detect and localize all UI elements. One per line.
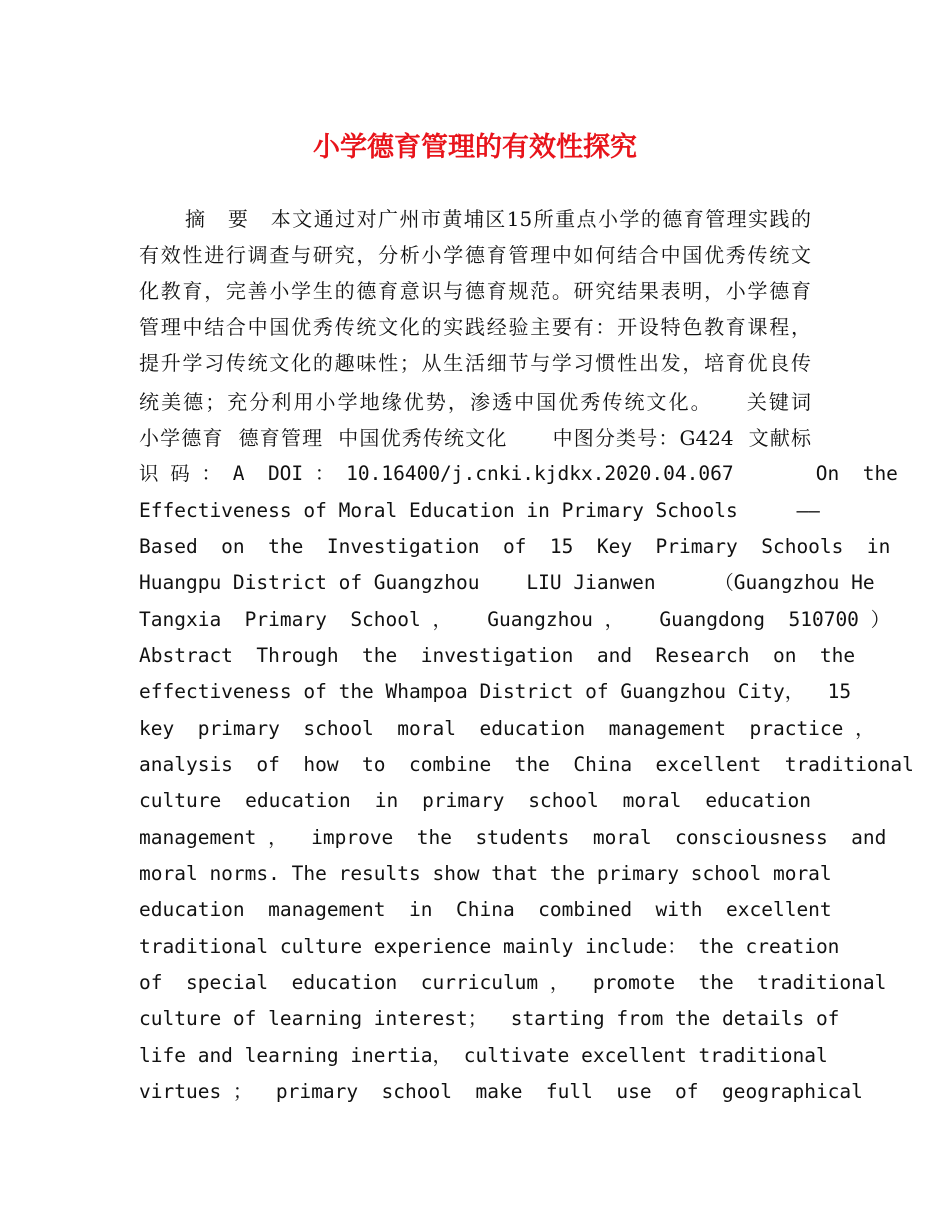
abstract-en-line: effectiveness of the Whampoa District of Guangzhou City， 15 [139, 680, 852, 703]
abstract-cn-line: 摘 要 本文通过对广州市黄埔区15所重点小学的德育管理实践的 [185, 207, 811, 231]
abstract-cn-line: 化教育，完善小学生的德育意识与德育规范。研究结果表明，小学德育 [139, 279, 811, 303]
affiliation-line: Tangxia Primary School ， Guangzhou ， Guangdong 510700 ） [139, 608, 891, 631]
english-title-line: Based on the Investigation of 15 Key Primary Schools in [139, 535, 891, 558]
abstract-en-line: traditional culture experience mainly include： the creation [139, 935, 840, 958]
abstract-cn-line: 有效性进行调查与研究，分析小学德育管理中如何结合中国优秀传统文 [139, 243, 811, 267]
abstract-en-line: culture education in primary school moral education [139, 789, 811, 812]
abstract-cn-line: 管理中结合中国优秀传统文化的实践经验主要有：开设特色教育课程， [139, 315, 811, 339]
abstract-en-line: culture of learning interest； starting from the details of [139, 1007, 840, 1030]
abstract-en-line: moral norms. The results show that the primary school moral [139, 862, 832, 885]
keywords-line: 小学德育 德育管理 中国优秀传统文化 中图分类号：G424 文献标 [139, 426, 811, 450]
abstract-cn-line: 统美德；充分利用小学地缘优势，渗透中国优秀传统文化。 关键词 [139, 390, 811, 414]
abstract-en-line: key primary school moral education management practice ， [139, 717, 875, 740]
abstract-en-line: life and learning inertia， cultivate excellent traditional [139, 1044, 828, 1067]
abstract-en-line: analysis of how to combine the China excellent traditional [139, 753, 914, 776]
english-title-line: Effectiveness of Moral Education in Primary Schools —— [139, 499, 820, 522]
abstract-en-line: management ， improve the students moral consciousness and [139, 826, 887, 849]
abstract-en-line: education management in China combined with excellent [139, 898, 832, 921]
abstract-en-line: of special education curriculum ， promote the traditional [139, 971, 887, 994]
doi-line: 识 码 ： A DOI ： 10.16400/j.cnki.kjdkx.2020.04.067 On the [139, 462, 898, 485]
author-line: Huangpu District of Guangzhou LIU Jianwen （Guangzhou He [139, 571, 875, 594]
document-title: 小学德育管理的有效性探究 [313, 132, 637, 163]
abstract-en-line: virtues ； primary school make full use of geographical [139, 1080, 863, 1103]
abstract-en-line: Abstract Through the investigation and Research on the [139, 644, 856, 667]
abstract-cn-line: 提升学习传统文化的趣味性；从生活细节与学习惯性出发，培育优良传 [139, 351, 811, 375]
